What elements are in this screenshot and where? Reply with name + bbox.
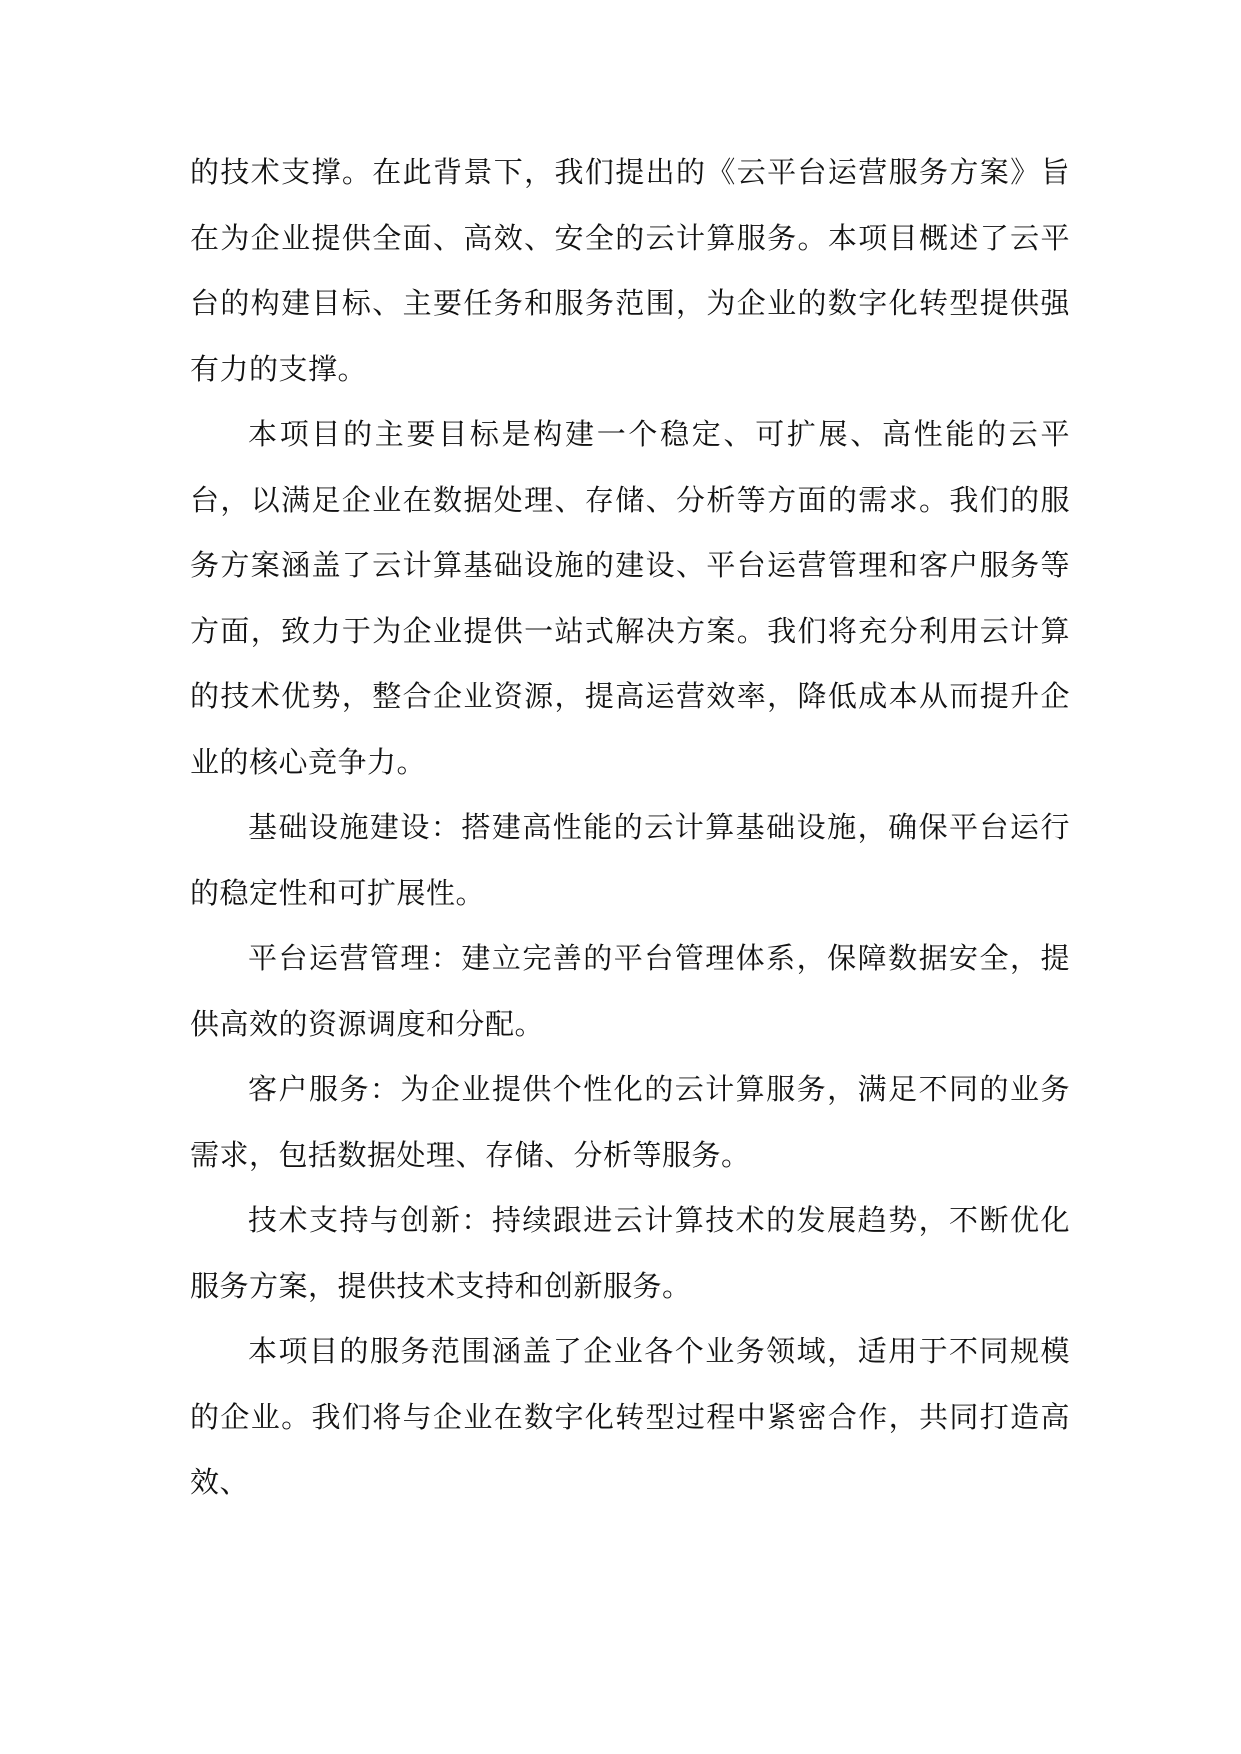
- paragraph-4: 平台运营管理：建立完善的平台管理体系，保障数据安全，提供高效的资源调度和分配。: [190, 941, 1070, 1041]
- paragraph-6: 技术支持与创新：持续跟进云计算技术的发展趋势，不断优化服务方案，提供技术支持和创新服务。: [190, 1203, 1070, 1303]
- paragraph-7: 本项目的服务范围涵盖了企业各个业务领域，适用于不同规模的企业。我们将与企业在数字化转型过程中紧密合作，共同打造高效、: [190, 1334, 1070, 1499]
- document-body: [190, 140, 1070, 1516]
- paragraph-2: 本项目的主要目标是构建一个稳定、可扩展、高性能的云平台，以满足企业在数据处理、存储、分析等方面的需求。我们的服务方案涵盖了云计算基础设施的建设、平台运营管理和客户服务等方面，致力于为企业提供一站式解决方案。我们将充分利用云计算的技术优势，整合企业资源，提高运营效率，降低成本从而提升企业的核心竞争力。: [190, 417, 1070, 779]
- paragraph-5: 客户服务：为企业提供个性化的云计算服务，满足不同的业务需求，包括数据处理、存储、分析等服务。: [190, 1072, 1070, 1172]
- paragraph-1: 的技术支撑。在此背景下，我们提出的《云平台运营服务方案》旨在为企业提供全面、高效、安全的云计算服务。本项目概述了云平台的构建目标、主要任务和服务范围，为企业的数字化转型提供强有力的支撑。: [190, 155, 1070, 386]
- paragraph-3: 基础设施建设：搭建高性能的云计算基础设施，确保平台运行的稳定性和可扩展性。: [190, 810, 1070, 910]
